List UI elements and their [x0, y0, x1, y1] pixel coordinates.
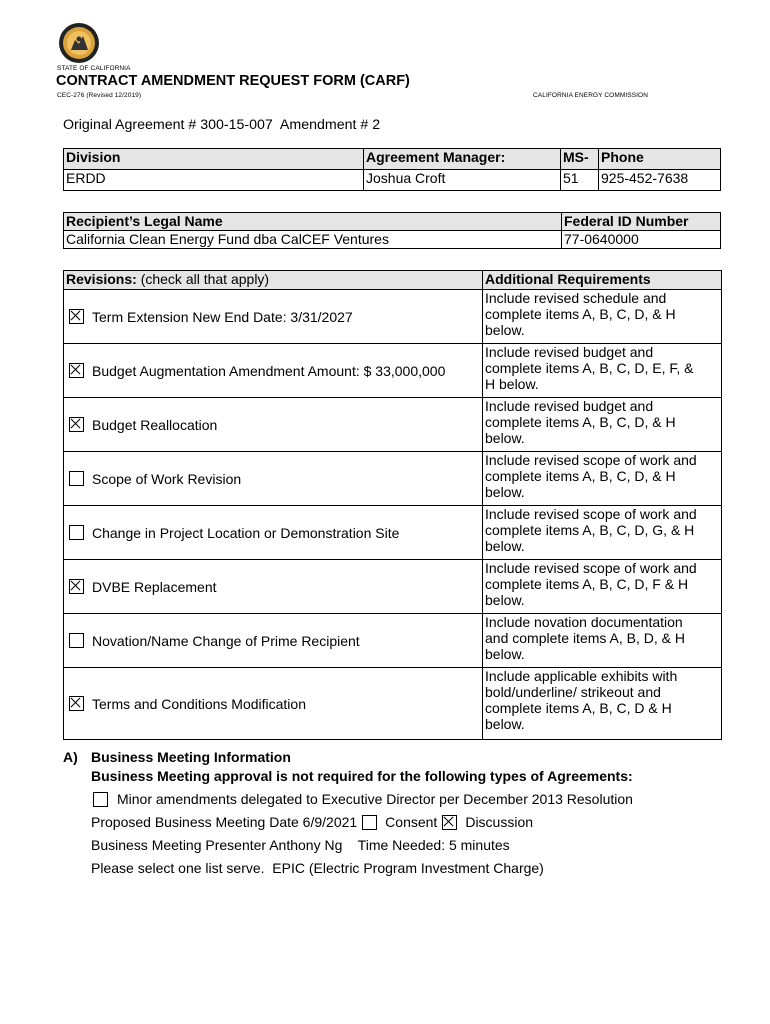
- revision-row: [64, 560, 722, 614]
- requirement-line: Include revised scope of work and: [485, 560, 697, 576]
- form-number: CEC-276 (Revised 12/2019): [57, 92, 142, 99]
- ms-value: 51: [561, 170, 599, 191]
- revision-checkbox[interactable]: [69, 417, 84, 432]
- revision-cell: [64, 506, 483, 560]
- revision-label: Change in Project Location or Demonstration Site: [92, 524, 400, 541]
- requirement-cell: [483, 398, 722, 452]
- requirement-line: below.: [485, 592, 525, 608]
- recipient-table: [63, 212, 721, 249]
- consent-checkbox[interactable]: [362, 815, 377, 830]
- presenter-line: Business Meeting Presenter Anthony Ng Time Needed: 5 minutes: [91, 837, 510, 853]
- minor-amendments-row: Minor amendments delegated to Executive Director per December 2013 Resolution: [93, 791, 633, 807]
- revision-checkbox[interactable]: [69, 525, 84, 540]
- federal-id-value: 77-0640000: [562, 231, 721, 249]
- minor-amendments-checkbox[interactable]: [93, 792, 108, 807]
- requirement-line: complete items A, B, C, D, E, F, &: [485, 360, 694, 376]
- requirement-line: below.: [485, 484, 525, 500]
- revision-checkbox[interactable]: [69, 363, 84, 378]
- amendment-number: 2: [372, 117, 381, 133]
- requirement-line: bold/underline/ strikeout and: [485, 684, 661, 700]
- requirement-cell: [483, 452, 722, 506]
- revision-cell: [64, 614, 483, 668]
- requirement-cell: [483, 668, 722, 740]
- meeting-date: Proposed Business Meeting Date 6/9/2021: [91, 814, 358, 830]
- revision-cell: [64, 452, 483, 506]
- revision-cell: [64, 398, 483, 452]
- requirement-line: complete items A, B, C, D, G, & H: [485, 522, 695, 538]
- requirement-line: and complete items A, B, D, & H: [485, 630, 685, 646]
- revision-label: DVBE Replacement: [92, 578, 217, 595]
- revisions-header: Revisions: (check all that apply): [64, 271, 483, 290]
- section-a-subtitle: Business Meeting approval is not required for the following types of Agreements:: [91, 768, 633, 784]
- revision-checkbox[interactable]: [69, 633, 84, 648]
- california-seal-icon: [58, 22, 100, 64]
- requirement-line: Include revised budget and: [485, 344, 654, 360]
- revision-checkbox[interactable]: [69, 696, 84, 711]
- requirement-line: complete items A, B, C, D & H: [485, 700, 672, 716]
- division-value: ERDD: [64, 170, 364, 191]
- revision-checkbox[interactable]: [69, 579, 84, 594]
- revision-checkbox[interactable]: [69, 471, 84, 486]
- requirement-cell: [483, 560, 722, 614]
- meeting-date-row: Proposed Business Meeting Date 6/9/2021 Consent Discussion: [91, 814, 534, 830]
- revision-cell: [64, 290, 483, 344]
- form-title: CONTRACT AMENDMENT REQUEST FORM (CARF): [56, 73, 410, 89]
- manager-value: Joshua Croft: [364, 170, 561, 191]
- revision-cell: [64, 344, 483, 398]
- revision-row: [64, 614, 722, 668]
- contact-table: [63, 148, 721, 191]
- ms-header: MS-: [561, 149, 599, 170]
- phone-value: 925-452-7638: [599, 170, 721, 191]
- revision-cell: [64, 560, 483, 614]
- requirement-cell: [483, 290, 722, 344]
- listserve-line: Please select one list serve. EPIC (Electric Program Investment Charge): [91, 860, 544, 876]
- requirement-line: below.: [485, 322, 525, 338]
- requirement-line: Include revised scope of work and: [485, 506, 697, 522]
- requirement-line: complete items A, B, C, D, & H: [485, 414, 676, 430]
- requirement-cell: [483, 614, 722, 668]
- recipient-name-value: California Clean Energy Fund dba CalCEF Ventures: [64, 231, 562, 249]
- requirement-cell: [483, 344, 722, 398]
- requirement-line: H below.: [485, 376, 539, 392]
- requirement-line: complete items A, B, C, D, & H: [485, 306, 676, 322]
- revision-label: Budget Augmentation Amendment Amount: $ 33,000,000: [92, 362, 446, 379]
- revisions-table: [63, 270, 722, 740]
- recipient-name-header: Recipient’s Legal Name: [64, 213, 562, 231]
- phone-header: Phone: [599, 149, 721, 170]
- requirement-line: Include revised budget and: [485, 398, 654, 414]
- revision-label: Budget Reallocation: [92, 416, 218, 433]
- requirement-line: below.: [485, 716, 525, 732]
- revision-checkbox[interactable]: [69, 309, 84, 324]
- requirement-line: below.: [485, 646, 525, 662]
- discussion-checkbox[interactable]: [442, 815, 457, 830]
- requirement-line: Include revised scope of work and: [485, 452, 697, 468]
- requirement-line: complete items A, B, C, D, & H: [485, 468, 676, 484]
- revision-cell: [64, 668, 483, 740]
- section-a-title: Business Meeting Information: [91, 749, 291, 765]
- commission-name: CALIFORNIA ENERGY COMMISSION: [533, 92, 649, 99]
- section-a-letter: A): [63, 749, 78, 765]
- state-label: STATE OF CALIFORNIA: [57, 65, 131, 72]
- revision-label: Novation/Name Change of Prime Recipient: [92, 632, 360, 649]
- requirement-line: Include applicable exhibits with: [485, 668, 678, 684]
- requirement-cell: [483, 506, 722, 560]
- revision-row: [64, 452, 722, 506]
- revision-row: [64, 344, 722, 398]
- original-agreement-number: 300-15-007: [200, 117, 273, 133]
- division-header: Division: [64, 149, 364, 170]
- requirement-line: complete items A, B, C, D, F & H: [485, 576, 689, 592]
- manager-header: Agreement Manager:: [364, 149, 561, 170]
- agreement-line: Original Agreement # 300-15-007 Amendment # 2: [63, 117, 381, 133]
- requirement-line: below.: [485, 538, 525, 554]
- federal-id-header: Federal ID Number: [562, 213, 721, 231]
- revision-row: [64, 506, 722, 560]
- requirement-line: Include revised schedule and: [485, 290, 667, 306]
- revision-row: [64, 668, 722, 740]
- requirement-line: below.: [485, 430, 525, 446]
- revision-label: Scope of Work Revision: [92, 470, 242, 487]
- revision-label: Terms and Conditions Modification: [92, 695, 306, 712]
- revision-row: [64, 398, 722, 452]
- requirements-header: Additional Requirements: [483, 271, 722, 290]
- requirement-line: Include novation documentation: [485, 614, 683, 630]
- revision-row: [64, 290, 722, 344]
- revision-label: Term Extension New End Date: 3/31/2027: [92, 308, 353, 325]
